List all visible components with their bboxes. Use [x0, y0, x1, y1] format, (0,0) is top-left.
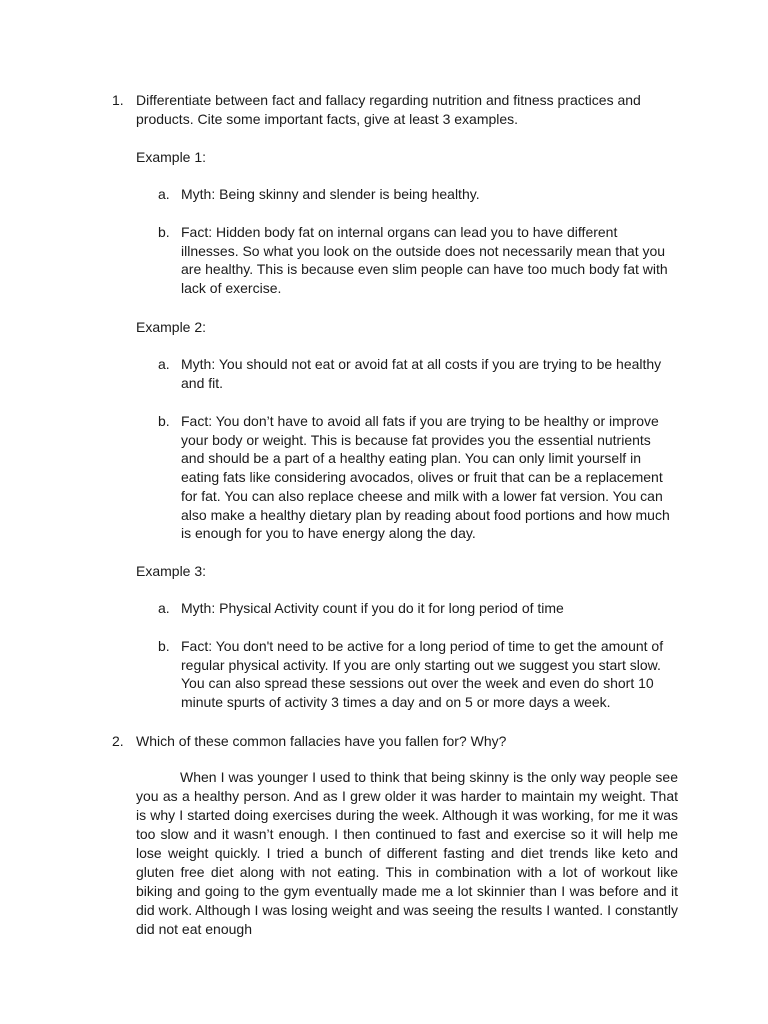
example-1-fact-text: Fact: Hidden body fat on internal organs can lead you to have different illnesses. So what you look on the outside does not necessarily mean that you are healthy. This is because even slim people can have too much body fat with lack of exercise. [181, 224, 668, 297]
question-1-number: 1. [112, 92, 124, 108]
example-3-fact-text: Fact: You don't need to be active for a long period of time to get the amount of regular physical activity. If you are only starting out we suggest you start slow. You can also spread these sessions out over the week and even do short 10 minute spurts of activity 3 times a day and on 5 or more days a week. [181, 638, 664, 711]
example-3-label: Example 3: [136, 563, 207, 579]
example-3-myth-text: Myth: Physical Activity count if you do it for long period of time [181, 600, 564, 616]
question-2-text: Which of these common fallacies have you fallen for? Why? [136, 733, 507, 749]
example-3-fact-letter: b. [158, 638, 170, 654]
example-2-myth [158, 355, 678, 392]
question-2-number: 2. [112, 733, 124, 749]
example-1-myth [158, 185, 678, 204]
example-3-fact [158, 637, 678, 712]
example-2-myth-letter: a. [158, 356, 170, 372]
question-1-text: Differentiate between fact and fallacy regarding nutrition and fitness practices and products. Cite some important facts, give at least 3 examples. [136, 92, 641, 127]
example-2-myth-text: Myth: You should not eat or avoid fat at all costs if you are trying to be healthy and fit. [181, 356, 662, 391]
example-1-label: Example 1: [136, 149, 207, 165]
question-1 [112, 91, 672, 129]
example-2-fact-letter: b. [158, 413, 170, 429]
example-2-fact-text: Fact: You don’t have to avoid all fats if you are trying to be healthy or improve your body or weight. This is because fat provides you the essential nutrients and should be a part of a healthy eating plan. You can only limit yourself in eating fats like considering avocados, olives or fruit that can be a replacement for fat. You can also replace cheese and milk with a lower fat version. You can also make a healthy dietary plan by reading about food portions and how much is enough for you to have energy along the day. [181, 413, 670, 542]
example-3-myth [158, 599, 678, 618]
example-2-fact [158, 412, 678, 543]
question-2-answer: When I was younger I used to think that being skinny is the only way people see you as a healthy person. And as I grew older it was harder to maintain my weight. That is why I started doing exercises during the week. Although it was working, for me it was too slow and it wasn’t enough. I then continued to fast and exercise so it will help me lose weight quickly. I tried a bunch of different fasting and diet trends like keto and gluten free diet along with not eating. This in combination with a lot of workout like biking and going to the gym eventually made me a lot skinnier than I was before and it did work. Although I was losing weight and was seeing the results I wanted. I constantly did not eat enough [136, 769, 678, 937]
question-2 [112, 732, 672, 751]
example-1-fact [158, 223, 678, 298]
example-2-label: Example 2: [136, 319, 207, 335]
example-3-myth-letter: a. [158, 600, 170, 616]
example-1-fact-letter: b. [158, 224, 170, 240]
example-1-myth-letter: a. [158, 186, 170, 202]
example-1-myth-text: Myth: Being skinny and slender is being healthy. [181, 186, 480, 202]
